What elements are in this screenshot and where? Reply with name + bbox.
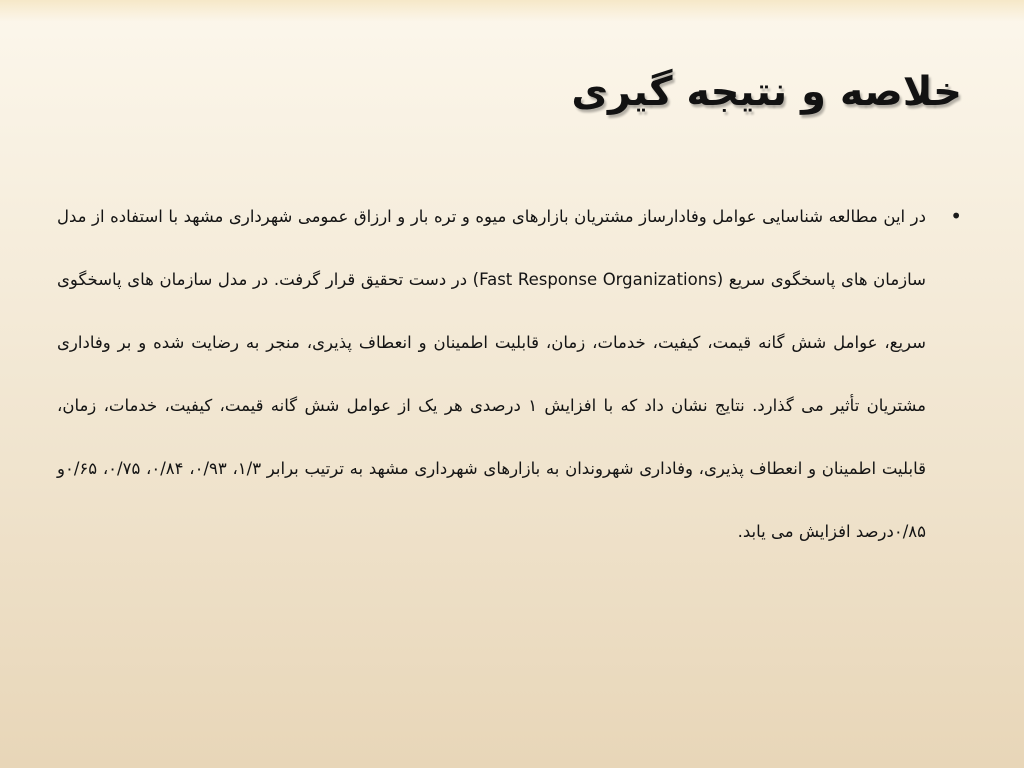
slide-title: خلاصه و نتیجه گیری <box>571 69 962 115</box>
slide-content <box>57 185 962 563</box>
slide-top-band <box>0 0 1024 22</box>
paragraph-text-part-2: ) در دست تحقیق قرار گرفت. در مدل سازمان های پاسخگوی سریع، عوامل شش گانه قیمت، کیفیت، خدمات، زمان، قابلیت اطمینان و انعطاف پذیری، منجر به رضایت شده و بر وفاداری مشتریان تأثیر می گذارد. نتایج نشان داد که با افزایش ۱ درصدی هر یک از عوامل شش گانه قیمت، کیفیت، خدمات، زمان، قابلیت اطمینان و انعطاف پذیری، وفاداری شهروندان به بازارهای شهرداری مشهد به ترتیب برابر ۱/۳، ۰/۹۳، ۰/۸۴، ۰/۷۵، ۰/۶۵و ۰/۸۵درصد افزایش می یابد. <box>57 270 927 541</box>
english-term: Fast Response Organizations <box>479 270 717 289</box>
bullet-paragraph <box>57 185 962 563</box>
bullet-dot-icon: • <box>950 204 962 228</box>
paragraph-text-part-1: در این مطالعه شناسایی عوامل وفادارساز مشتریان بازارهای میوه و تره بار و ارزاق عمومی شهرداری مشهد با استفاده از مدل سازمان های پاسخگوی سریع ( <box>57 207 926 289</box>
